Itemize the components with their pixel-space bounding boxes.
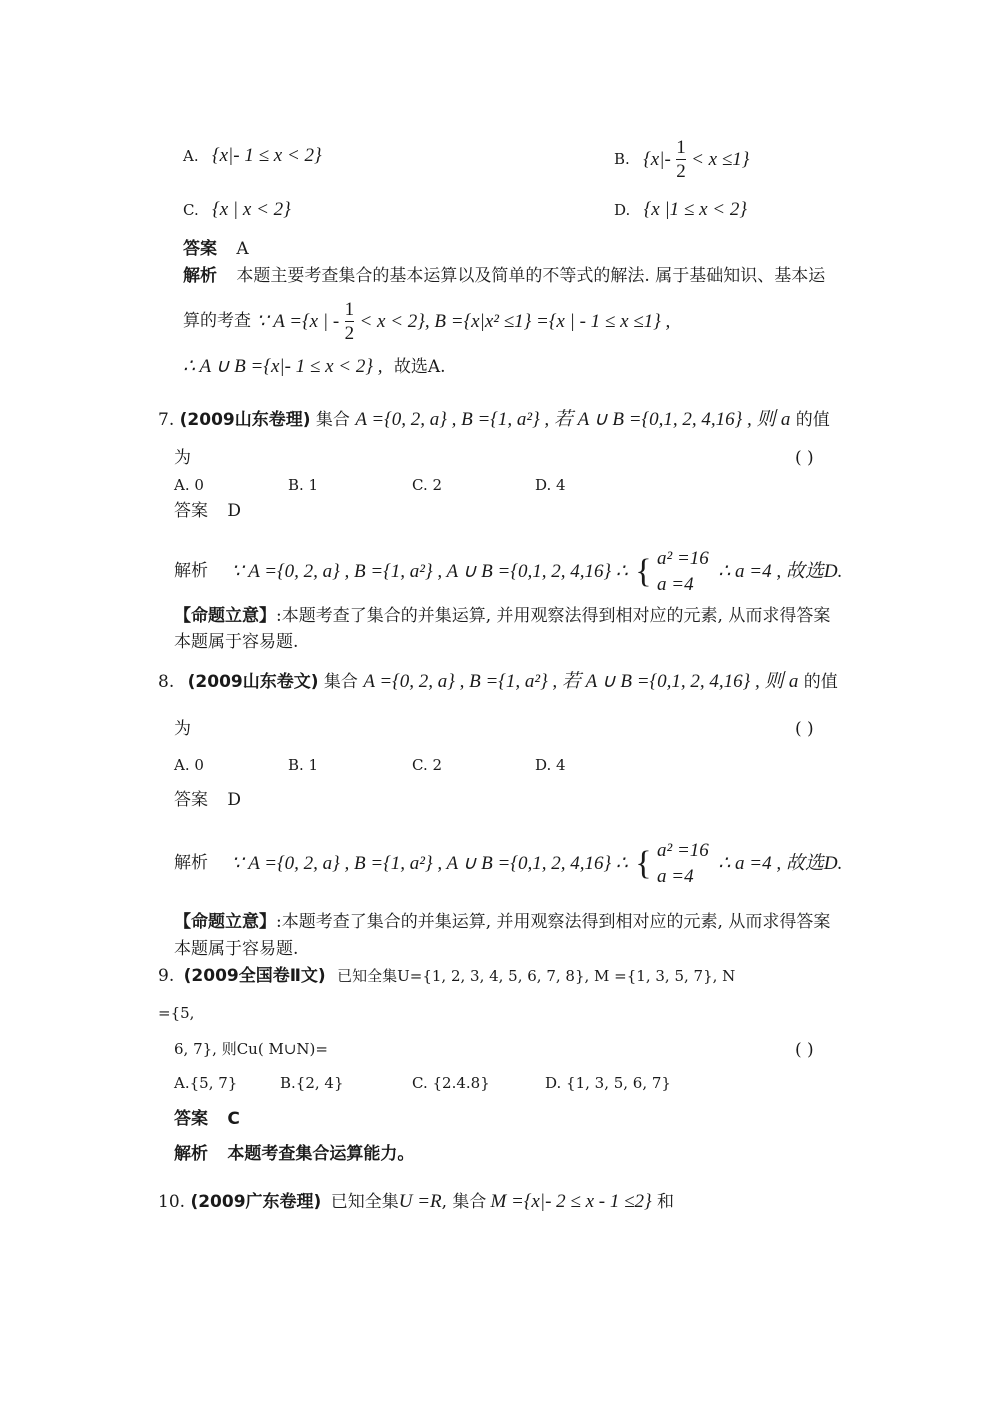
option-text: D. {1, 3, 5, 6, 7} bbox=[545, 1074, 671, 1092]
q7-stem-line2 bbox=[174, 450, 191, 467]
stem-math: U =R bbox=[398, 1191, 442, 1212]
system-line: a =4 bbox=[657, 573, 694, 595]
option-label: D. bbox=[614, 201, 631, 219]
q7-paren bbox=[795, 450, 814, 467]
option-math: {x|- 1 ≤ x < 2} bbox=[212, 145, 322, 166]
q8-intent-line2 bbox=[174, 941, 298, 958]
q6-option-a bbox=[183, 146, 322, 165]
q8-option-a bbox=[174, 758, 204, 773]
q7-analysis: 解析 ∵ A ={0, 2, a} , B ={1, a²} , A ∪ B ={0,1, 2, 4,16} ∴ { a² =16 a =4 ∴ a =4 , 故选D. bbox=[174, 546, 842, 597]
intent-label: 【命题立意】 bbox=[174, 912, 276, 932]
answer-value: D bbox=[227, 790, 242, 810]
stem-variable: a bbox=[788, 671, 799, 692]
q6-analysis-line3 bbox=[183, 357, 446, 376]
fraction bbox=[345, 300, 355, 343]
analysis-result: ∴ a =4 , 故选D. bbox=[718, 853, 843, 875]
system-line: a =4 bbox=[657, 865, 694, 887]
analysis-label: 解析 bbox=[183, 266, 217, 286]
option-text: B. 1 bbox=[288, 476, 319, 494]
stem-text: 已知全集U={1, 2, 3, 4, 5, 6, 7, 8}, M ={1, 3, 5, 7}, N bbox=[337, 967, 736, 985]
stem-text: 6, 7}, 则Cu( M∪N)= bbox=[174, 1040, 328, 1058]
q9-paren bbox=[795, 1042, 814, 1059]
q6-analysis-line2 bbox=[183, 300, 670, 343]
analysis-label: 解析 bbox=[174, 561, 208, 582]
q8-intent-line1 bbox=[174, 914, 830, 931]
q8-answer bbox=[174, 792, 241, 809]
answer-value: A bbox=[236, 239, 249, 259]
q6-option-d bbox=[614, 200, 747, 219]
option-text: B.{2, 4} bbox=[280, 1074, 344, 1092]
stem-math: A ={0, 2, a} , B ={1, a²} , 若 A ∪ B ={0,1, 2, 4,16} , 则 bbox=[355, 409, 776, 430]
option-text: C. 2 bbox=[412, 756, 443, 774]
q8-option-c bbox=[412, 758, 442, 773]
q7-option-c bbox=[412, 478, 442, 493]
q9-stem-line2 bbox=[158, 1006, 194, 1021]
answer-paren: ( ) bbox=[795, 1040, 814, 1060]
q9-option-d bbox=[545, 1076, 671, 1091]
q7-answer bbox=[174, 503, 241, 520]
q10-stem bbox=[158, 1192, 674, 1211]
stem-text: 和 bbox=[657, 1192, 675, 1212]
option-label: A. bbox=[183, 147, 199, 165]
analysis-text: 故选A. bbox=[393, 357, 446, 377]
option-text: D. 4 bbox=[535, 476, 566, 494]
analysis-text: 本题主要考查集合的基本运算以及简单的不等式的解法. 属于基础知识、基本运 bbox=[236, 266, 826, 286]
stem-text: 为 bbox=[174, 448, 191, 468]
q9-stem-line3 bbox=[174, 1042, 328, 1057]
question-number: 8. bbox=[158, 672, 175, 692]
stem-variable: a bbox=[780, 409, 791, 430]
analysis-math: < x < 2}, B ={x|x² ≤1} ={x | - 1 ≤ x ≤1} , bbox=[359, 311, 671, 332]
answer-paren: ( ) bbox=[795, 448, 814, 468]
analysis-text: 本题考查集合运算能力。 bbox=[227, 1144, 415, 1164]
option-text: C. 2 bbox=[412, 476, 443, 494]
q8-stem bbox=[158, 672, 838, 691]
q7-option-d bbox=[535, 478, 566, 493]
stem-text: , 集合 bbox=[441, 1192, 487, 1212]
fraction bbox=[676, 138, 686, 181]
answer-label: 答案 bbox=[174, 501, 208, 521]
option-math: {x | x < 2} bbox=[212, 199, 291, 220]
intent-label: 【命题立意】 bbox=[174, 606, 276, 626]
stem-text: 集合 bbox=[323, 672, 358, 692]
analysis-math: ∵ A ={0, 2, a} , B ={1, a²} , A ∪ B ={0,1, 2, 4,16} ∴ bbox=[231, 561, 628, 583]
q9-option-b bbox=[280, 1076, 344, 1091]
q7-option-b bbox=[288, 478, 318, 493]
denominator: 2 bbox=[344, 323, 355, 344]
q6-option-c bbox=[183, 200, 291, 219]
question-source: (2009山东卷文) bbox=[187, 672, 319, 692]
q6-analysis-line1 bbox=[183, 268, 825, 285]
q9-option-a bbox=[174, 1076, 237, 1091]
analysis-text: 算的考查 bbox=[183, 311, 251, 331]
q9-analysis bbox=[174, 1146, 414, 1163]
answer-label: 答案 bbox=[174, 1109, 208, 1129]
stem-text: 的值 bbox=[803, 672, 838, 692]
stem-math: M ={x|- 2 ≤ x - 1 ≤2} bbox=[490, 1191, 652, 1212]
option-text: D. 4 bbox=[535, 756, 566, 774]
q8-analysis: 解析 ∵ A ={0, 2, a} , B ={1, a²} , A ∪ B ={0,1, 2, 4,16} ∴ { a² =16 a =4 ∴ a =4 , 故选D. bbox=[174, 838, 842, 889]
q9-answer bbox=[174, 1111, 240, 1128]
answer-value: D bbox=[227, 501, 242, 521]
q8-option-d bbox=[535, 758, 566, 773]
q9-stem-line1 bbox=[158, 968, 735, 985]
stem-text: ={5, bbox=[158, 1004, 195, 1022]
q7-option-a bbox=[174, 478, 204, 493]
stem-text: 集合 bbox=[315, 410, 350, 430]
q7-stem bbox=[158, 410, 830, 429]
answer-paren: ( ) bbox=[795, 719, 814, 739]
option-math-post: < x ≤1} bbox=[691, 149, 750, 170]
question-number: 7. bbox=[158, 410, 175, 430]
question-number: 9. bbox=[158, 966, 175, 986]
option-text: B. 1 bbox=[288, 756, 319, 774]
option-label: B. bbox=[614, 150, 630, 168]
option-text: A. 0 bbox=[174, 476, 204, 494]
system-line: a² =16 bbox=[657, 548, 709, 569]
stem-text: 已知全集 bbox=[330, 1192, 399, 1212]
numerator: 1 bbox=[344, 299, 355, 320]
option-text: A.{5, 7} bbox=[174, 1074, 238, 1092]
analysis-label: 解析 bbox=[174, 1144, 208, 1164]
intent-text: 本题属于容易题. bbox=[174, 939, 299, 959]
option-text: A. 0 bbox=[174, 756, 204, 774]
intent-text: :本题考查了集合的并集运算, 并用观察法得到相对应的元素, 从而求得答案 bbox=[276, 606, 831, 626]
q8-paren bbox=[795, 721, 814, 738]
answer-value: C bbox=[227, 1109, 240, 1129]
q8-option-b bbox=[288, 758, 318, 773]
intent-text: 本题属于容易题. bbox=[174, 632, 299, 652]
answer-label: 答案 bbox=[183, 239, 217, 259]
q6-option-b bbox=[614, 138, 749, 181]
analysis-math: ∵ A ={0, 2, a} , B ={1, a²} , A ∪ B ={0,1, 2, 4,16} ∴ bbox=[231, 853, 628, 875]
denominator: 2 bbox=[676, 161, 686, 182]
q9-option-c bbox=[412, 1076, 490, 1091]
system-line: a² =16 bbox=[657, 840, 709, 861]
option-math: {x |1 ≤ x < 2} bbox=[643, 199, 747, 220]
question-source: (2009全国卷Ⅱ文) bbox=[183, 966, 326, 986]
analysis-result: ∴ a =4 , 故选D. bbox=[718, 561, 843, 583]
answer-label: 答案 bbox=[174, 790, 208, 810]
question-source: (2009山东卷理) bbox=[179, 410, 311, 430]
numerator: 1 bbox=[676, 137, 686, 158]
question-number: 10. bbox=[158, 1192, 186, 1212]
q7-intent-line1 bbox=[174, 608, 830, 625]
option-text: C. {2.4.8} bbox=[412, 1074, 490, 1092]
q6-answer bbox=[183, 241, 249, 258]
stem-text: 为 bbox=[174, 719, 191, 739]
option-label: C. bbox=[183, 201, 199, 219]
option-math-pre: {x|- bbox=[643, 149, 671, 170]
intent-text: :本题考查了集合的并集运算, 并用观察法得到相对应的元素, 从而求得答案 bbox=[276, 912, 831, 932]
stem-text: 的值 bbox=[795, 410, 830, 430]
stem-math: A ={0, 2, a} , B ={1, a²} , 若 A ∪ B ={0,1, 2, 4,16} , 则 bbox=[363, 671, 784, 692]
analysis-math: ∴ A ∪ B ={x|- 1 ≤ x < 2} , bbox=[183, 356, 383, 377]
q8-stem-line2 bbox=[174, 721, 191, 738]
analysis-label: 解析 bbox=[174, 853, 208, 874]
analysis-math: ∵ A ={x | - bbox=[256, 311, 340, 332]
question-source: (2009广东卷理) bbox=[190, 1192, 322, 1212]
q7-intent-line2 bbox=[174, 634, 298, 651]
